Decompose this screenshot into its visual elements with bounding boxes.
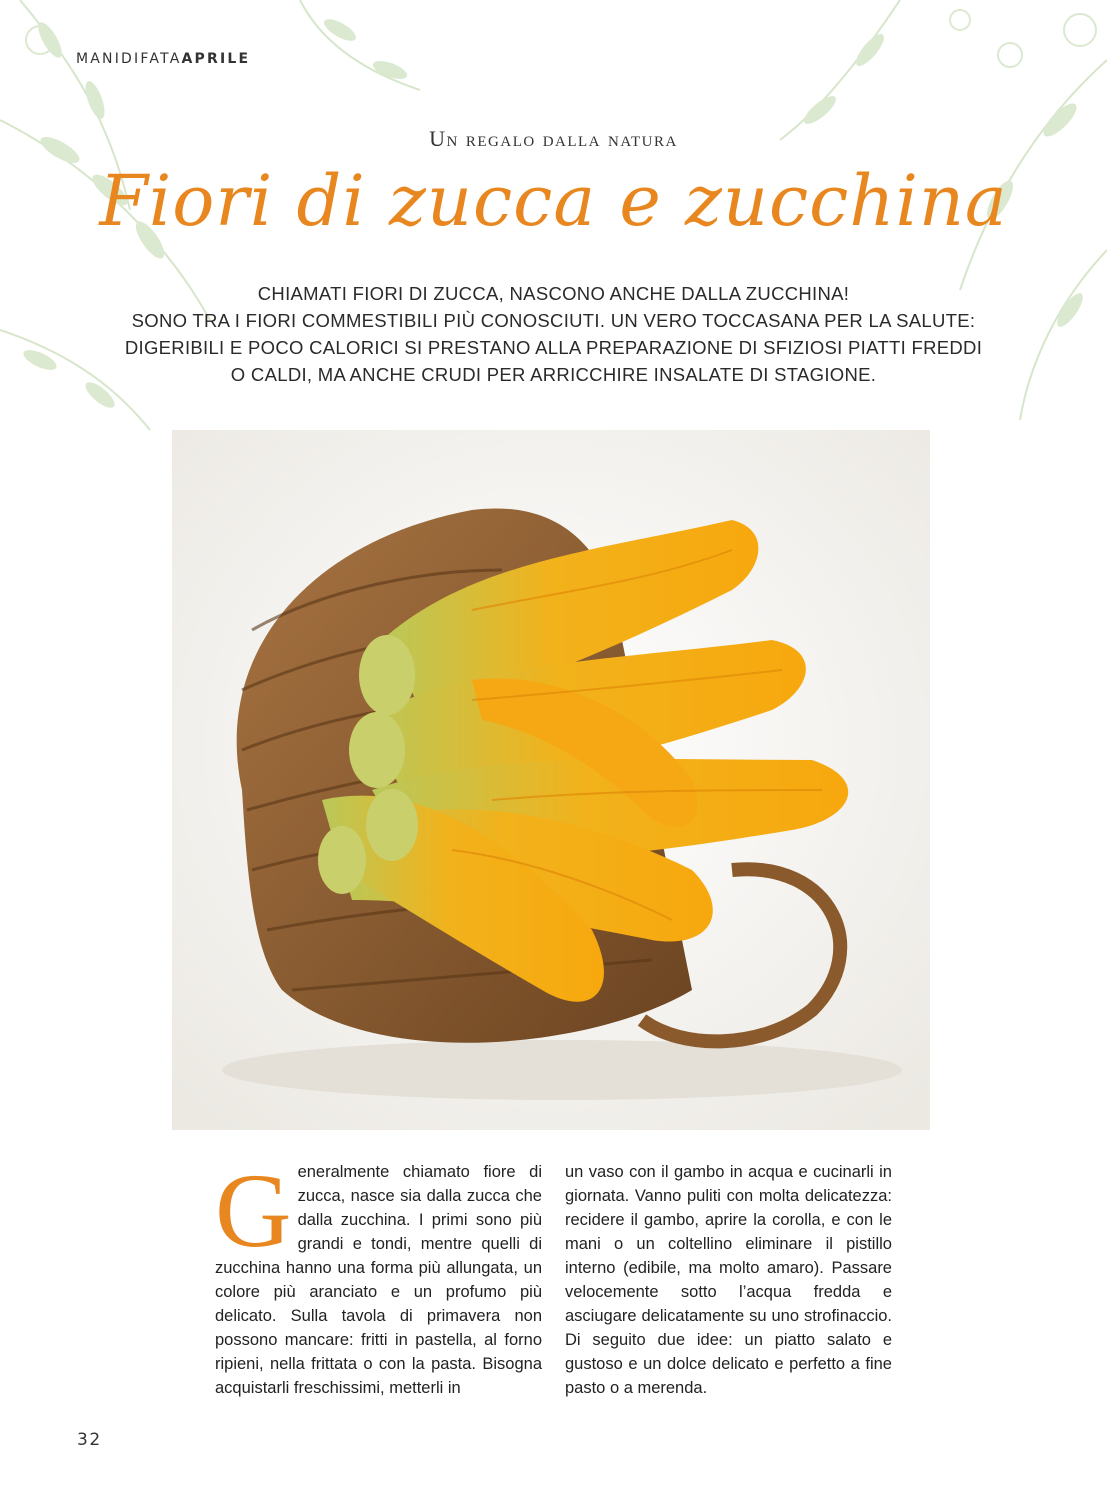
page-number: 32 xyxy=(77,1430,102,1450)
brand-name: MANIDIFATA xyxy=(76,51,182,67)
article-intro xyxy=(50,280,1057,388)
drop-cap: G xyxy=(215,1152,292,1269)
body-column-left xyxy=(215,1152,542,1400)
article-title: Fiori di zucca e zucchina xyxy=(99,160,1008,242)
intro-line: O CALDI, MA ANCHE CRUDI PER ARRICCHIRE INSALATE DI STAGIONE. xyxy=(230,364,877,385)
intro-line: SONO TRA I FIORI COMMESTIBILI PIÙ CONOSCIUTI. UN VERO TOCCASANA PER LA SALUTE: xyxy=(131,310,976,331)
body-text-right: un vaso con il gambo in acqua e cucinarli in giornata. Vanno puliti con molta delicatezza: recidere il gambo, aprire la corolla, e con le mani o un coltellino eliminare il pistillo interno (edibile, ma molto amaro). Passare velocemente sotto l’acqua fredda e asciugare delicatamente su uno strofinaccio. Di seguito due idee: un piatto salato e gustoso e un dolce delicato e perfetto a fine pasto o a merenda. xyxy=(565,1163,892,1397)
magazine-header xyxy=(76,51,250,67)
intro-line: CHIAMATI FIORI DI ZUCCA, NASCONO ANCHE DALLA ZUCCHINA! xyxy=(257,283,850,304)
body-column-right xyxy=(565,1160,892,1400)
basket-of-zucchini-flowers-photo xyxy=(172,430,930,1130)
article-kicker: Un regalo dalla natura xyxy=(429,126,678,151)
brand-section: APRILE xyxy=(181,51,251,67)
intro-line: DIGERIBILI E POCO CALORICI SI PRESTANO ALLA PREPARAZIONE DI SFIZIOSI PIATTI FREDDI xyxy=(124,337,983,358)
body-text-left: eneralmente chiamato fiore di zucca, nasce sia dalla zucca che dalla zucchina. I primi sono più grandi e tondi, mentre quelli di zucchina hanno una forma più allungata, un colore più aranciato e un profumo più delicato. Sulla tavola di primavera non possono mancare: fritti in pastella, al forno ripieni, nella frittata o con la pasta. Bisogna acquistarli freschissimi, metterli in xyxy=(215,1163,542,1397)
